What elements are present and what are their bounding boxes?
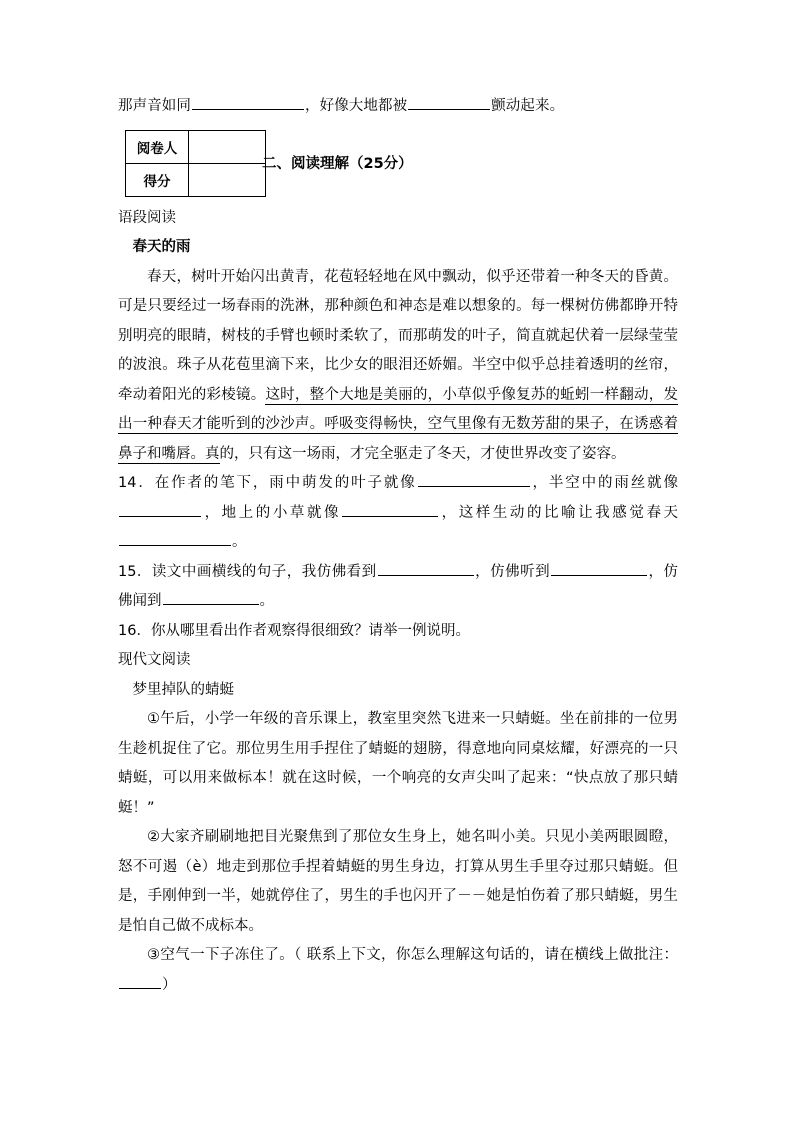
passage2-paragraph-3-after: ） bbox=[162, 976, 177, 993]
passage1-title: 春天的雨 bbox=[132, 239, 191, 255]
question-15-blank-3[interactable] bbox=[163, 590, 259, 605]
passage1-body-underlined: 这时，整个大地是美丽的，小草似乎像复苏的蚯蚓一样翻动，发出一种春天才能听到的沙沙声。呼吸变得畅快，空气里像有无数芳甜的果子，在诱惑着鼻子和嘴唇。真 bbox=[118, 386, 679, 462]
passage1-body-part1: 春天，树叶开始闪出黄青，花苞轻轻地在风中飘动，似乎还带着一种冬天的昏黄。可是只要经过一场春雨的洗淋，那种颜色和神态是难以想象的。每一棵树仿佛都睁开特别明亮的眼睛，树枝的手臂也顿时柔软了，而那萌发的叶子，简直就起伏着一层绿莹莹的波浪。珠子从花苞里滴下来，比少女的眼泪还娇媚。半空中似乎总挂着透明的丝帘，牵动着阳光的彩棱镜。 bbox=[118, 268, 678, 403]
question-14-seg-1: 14．在作者的笔下，雨中萌发的叶子就像 bbox=[118, 475, 417, 491]
grading-label-score: 得分 bbox=[126, 164, 189, 197]
question-14-blank-4[interactable] bbox=[119, 531, 231, 546]
passage2-paragraph-3 bbox=[118, 941, 678, 1000]
passage2-paragraph-2: ②大家齐刷刷地把目光聚焦到了那位女生身上，她名叫小美。只见小美两眼圆瞪，怒不可遏（è）地走到那位手捏着蜻蜓的男生身边，打算从男生手里夺过那只蜻蜓。但是，手刚伸到一半，她就停住了，男生的手也闪开了－－她是怕伤着了那只蜻蜓，男生是怕自己做不成标本。 bbox=[118, 829, 678, 934]
grading-label-reviewer: 阅卷人 bbox=[126, 131, 189, 164]
document-body bbox=[118, 92, 678, 1000]
passage2-title: 梦里掉队的蜻蜓 bbox=[132, 681, 234, 698]
question-14-seg-4: ，这样生动的比喻让我感觉春天 bbox=[439, 504, 679, 521]
question-14 bbox=[118, 469, 678, 558]
passage2-paragraph-1: ①午后，小学一年级的音乐课上，教室里突然飞进来一只蜻蜓。坐在前排的一位男生趁机捉住了它。那位男生用手捏住了蜻蜓的翅膀，得意地向同桌炫耀，好漂亮的一只蜻蜓，可以用来做标本！就在这时候，一个响亮的女声尖叫了起来：“快点放了那只蜻蜓！” bbox=[118, 711, 678, 816]
section-header: 二、阅读理解（25分） bbox=[262, 156, 413, 172]
top-line-blank-2[interactable] bbox=[408, 95, 490, 110]
table-row bbox=[126, 164, 266, 197]
question-15 bbox=[118, 558, 678, 617]
question-15-blank-2[interactable] bbox=[551, 561, 647, 576]
passage2-category: 现代文阅读 bbox=[118, 652, 191, 668]
top-line-text-2: ，好像大地都被 bbox=[305, 98, 408, 114]
table-row bbox=[126, 131, 266, 164]
top-line-blank-1[interactable] bbox=[192, 95, 304, 110]
passage2-paragraph-3-before: ③空气一下子冻住了。（ 联系上下文，你怎么理解这句话的，请在横线上做批注： bbox=[147, 947, 678, 963]
top-line-text-1: 那声音如同 bbox=[118, 98, 191, 114]
question-15-seg-4: 。 bbox=[259, 593, 274, 609]
grading-table bbox=[125, 130, 266, 197]
passage1-category: 语段阅读 bbox=[118, 209, 176, 226]
question-14-blank-2[interactable] bbox=[119, 502, 201, 517]
question-15-seg-1: 15．读文中画横线的句子，我仿佛看到 bbox=[118, 563, 377, 580]
grading-value-reviewer[interactable] bbox=[189, 131, 266, 164]
question-16: 16．你从哪里看出作者观察得很细致？请举一例说明。 bbox=[118, 622, 470, 639]
top-blank-line bbox=[118, 92, 678, 122]
question-14-seg-5: 。 bbox=[232, 534, 247, 550]
question-15-seg-3: ，仿佛闻到 bbox=[118, 563, 679, 609]
question-14-blank-1[interactable] bbox=[418, 472, 530, 487]
passage1-body bbox=[118, 263, 678, 470]
question-14-seg-3: ，地上的小草就像 bbox=[202, 504, 342, 521]
grading-value-score[interactable] bbox=[189, 164, 266, 197]
passage1-body-part3: 的，只有这一场雨，才完全驱走了冬天，才使世界改变了姿容。 bbox=[219, 445, 626, 462]
question-15-seg-2: ，仿佛听到 bbox=[474, 563, 551, 580]
question-14-blank-3[interactable] bbox=[342, 502, 438, 517]
question-15-blank-1[interactable] bbox=[378, 561, 474, 576]
question-14-seg-2: ，半空中的雨丝就像 bbox=[530, 475, 679, 491]
passage2-annotation-blank[interactable] bbox=[119, 974, 161, 989]
top-line-text-3: 颤动起来。 bbox=[491, 98, 565, 114]
